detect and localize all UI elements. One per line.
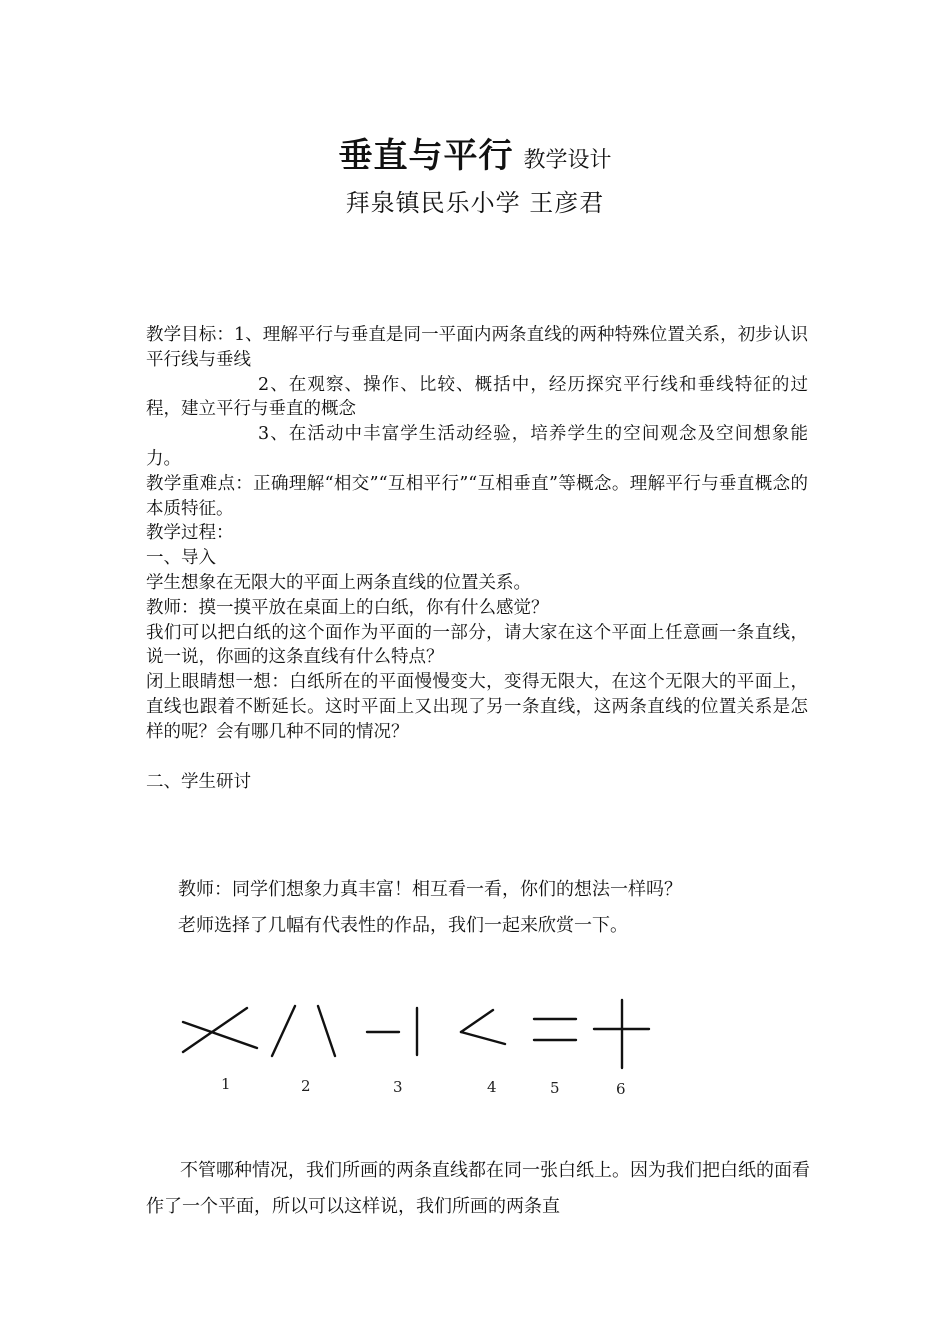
pair2-line-a (272, 1006, 295, 1056)
figure-label-1: 1 (221, 1075, 231, 1093)
figure-label-4: 4 (487, 1078, 497, 1096)
title-main: 垂直与平行 (338, 136, 514, 176)
intro-paragraph-2: 教师：摸一摸平放在桌面上的白纸，你有什么感觉？ (146, 597, 549, 618)
goal-1: 教学目标：1、理解平行与垂直是同一平面内两条直线的两种特殊位置关系，初步认识平行线与垂线 (146, 325, 808, 370)
section-1-heading: 一、导入 (146, 548, 216, 569)
closing-text: 不管哪种情况，我们所画的两条直线都在同一张白纸上。因为我们把白纸的面看作了一个平面，所以可以这样说，我们所画的两条直 (146, 1160, 810, 1217)
pair1-line-b (183, 1008, 247, 1052)
title-sub: 教学设计 (523, 148, 612, 173)
key-points: 教学重难点：正确理解“相交”“互相平行”“互相垂直”等概念。理解平行与垂直概念的本质特征。 (146, 473, 808, 519)
section-2-heading: 二、学生研讨 (146, 772, 251, 792)
process-heading: 教学过程： (146, 523, 234, 544)
author-line: 拜泉镇民乐小学 王彦君 (345, 189, 605, 217)
intro-paragraph-3: 我们可以把白纸的这个面作为平面的一部分，请大家在这个平面上任意画一条直线，说一说，你画的这条直线有什么特点？ (146, 622, 808, 668)
pair4-line-b (461, 1032, 505, 1044)
goals-section (146, 323, 808, 745)
intro-paragraph-4: 闭上眼睛想一想：白纸所在的平面慢慢变大，变得无限大，在这个无限大的平面上，直线也跟着不断延长。这时平面上又出现了另一条直线，这两条直线的位置关系是怎样的呢？会有哪几种不同的情况？ (146, 672, 808, 742)
intro-paragraph-1: 学生想象在无限大的平面上两条直线的位置关系。 (146, 572, 531, 593)
pair2-line-b (318, 1006, 335, 1056)
line-pairs-figure (175, 992, 665, 1102)
teacher-remarks (178, 872, 818, 944)
figure-label-6: 6 (616, 1080, 626, 1098)
pair4-line-a (461, 1010, 493, 1032)
teacher-line-1: 教师：同学们想象力真丰富！相互看一看，你们的想法一样吗？ (178, 879, 682, 900)
teacher-line-2: 老师选择了几幅有代表性的作品，我们一起来欣赏一下。 (178, 915, 628, 936)
goal-3: 3、在活动中丰富学生活动经验，培养学生的空间观念及空间想象能力。 (146, 424, 808, 469)
figure-label-5: 5 (550, 1079, 560, 1097)
document-title (0, 128, 950, 177)
figure-label-2: 2 (301, 1077, 311, 1095)
closing-paragraph (146, 1153, 810, 1225)
goal-2: 2、在观察、操作、比较、概括中，经历探究平行线和垂线特征的过程，建立平行与垂直的概念 (146, 374, 808, 420)
figure-label-3: 3 (393, 1078, 403, 1096)
